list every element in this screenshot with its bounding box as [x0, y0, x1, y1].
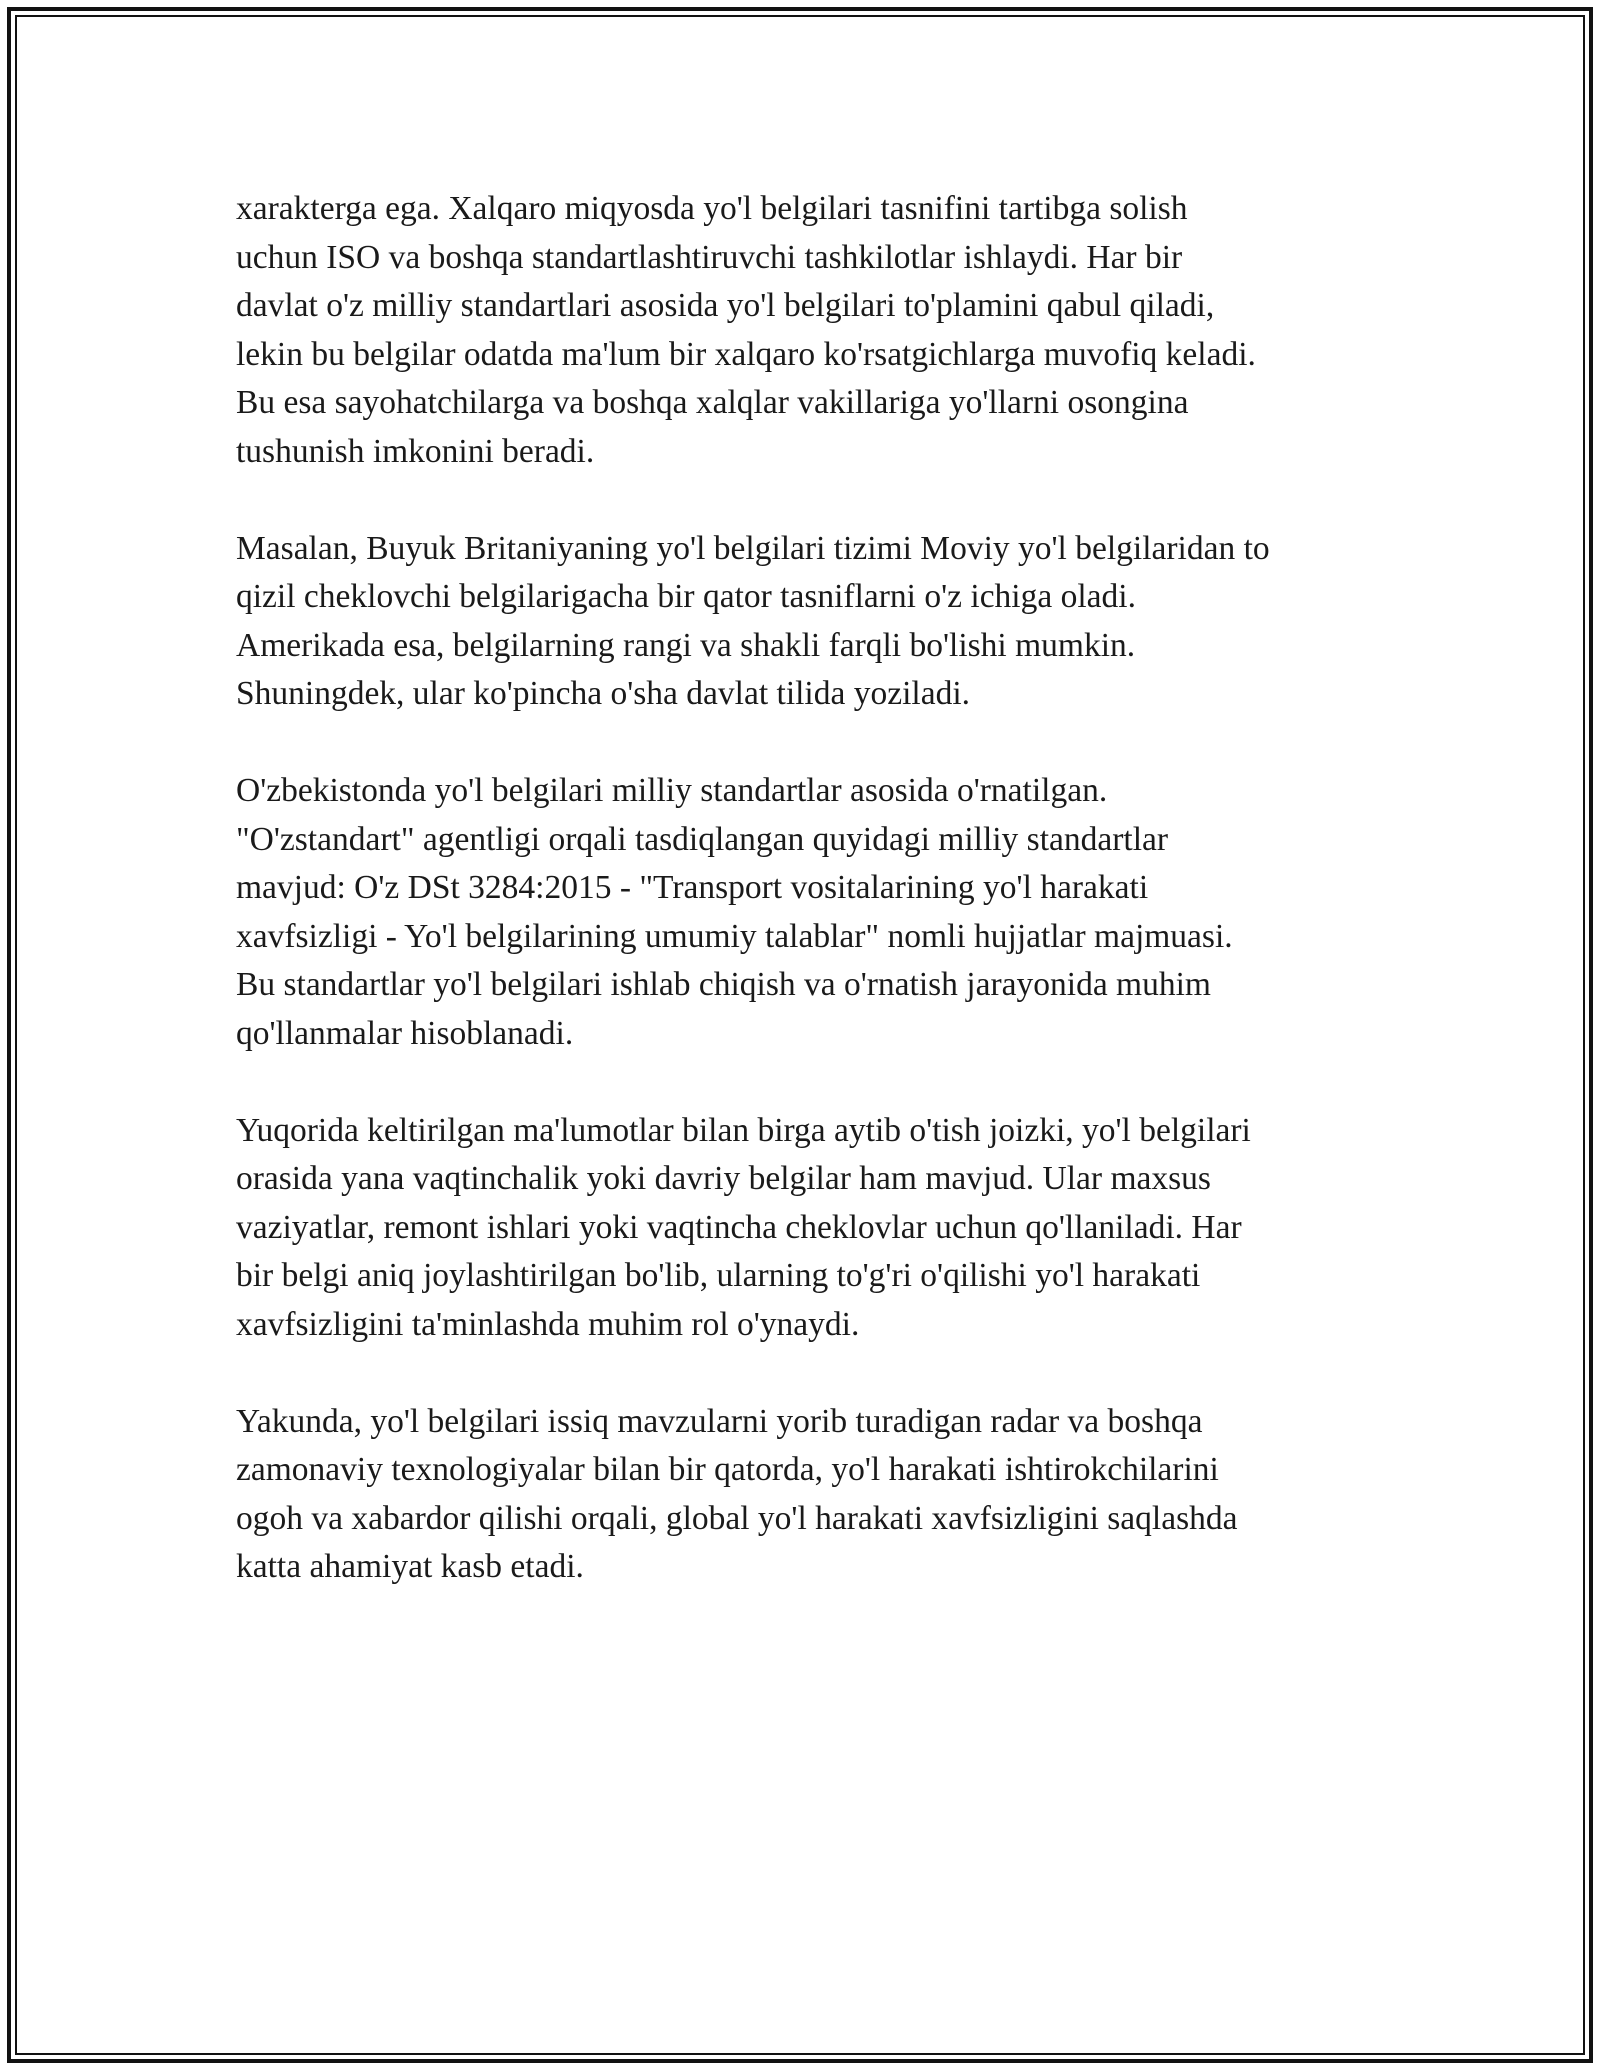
- paragraph: Masalan, Buyuk Britaniyaning yo'l belgilari tizimi Moviy yo'l belgilaridan to qizil cheklovchi belgilarigacha bir qator tasniflarni o'z ichiga oladi. Amerikada esa, belgilarning rangi va shakli farqli bo'lishi mumkin. Shuningdek, ular ko'pincha o'sha davlat tilida yoziladi.: [236, 529, 1270, 712]
- paragraph: Yakunda, yo'l belgilari issiq mavzularni yorib turadigan radar va boshqa zamonaviy texnologiyalar bilan bir qatorda, yo'l harakati ishtirokchilarini ogoh va xabardor qilishi orqali, global yo'l harakati xavfsizligini saqlashda katta ahamiyat kasb etadi.: [236, 1402, 1238, 1585]
- paragraph: Yuqorida keltirilgan ma'lumotlar bilan birga aytib o'tish joizki, yo'l belgilari orasida yana vaqtinchalik yoki davriy belgilar ham mavjud. Ular maxsus vaziyatlar, remont ishlari yoki vaqtincha cheklovlar uchun qo'llaniladi. Har bir belgi aniq joylashtirilgan bo'lib, ularning to'g'ri o'qilishi yo'l harakati xavfsizligini ta'minlashda muhim rol o'ynaydi.: [236, 1111, 1251, 1343]
- document-body: [236, 185, 1406, 1640]
- paragraph: O'zbekistonda yo'l belgilari milliy standartlar asosida o'rnatilgan. "O'zstandart" agentligi orqali tasdiqlangan quyidagi milliy standartlar mavjud: O'z DSt 3284:2015 - "Transport vositalarining yo'l harakati xavfsizligi - Yo'l belgilarining umumiy talablar" nomli hujjatlar majmuasi. Bu standartlar yo'l belgilari ishlab chiqish va o'rnatish jarayonida muhim qo'llanmalar hisoblanadi.: [236, 772, 1233, 1052]
- paragraph: xarakterga ega. Xalqaro miqyosda yo'l belgilari tasnifini tartibga solish uchun ISO va boshqa standartlashtiruvchi tashkilotlar ishlaydi. Har bir davlat o'z milliy standartlari asosida yo'l belgilari to'plamini qabul qiladi, lekin bu belgilar odatda ma'lum bir xalqaro ko'rsatgichlarga muvofiq keladi. Bu esa sayohatchilarga va boshqa xalqlar vakillariga yo'llarni osongina tushunish imkonini beradi.: [236, 190, 1256, 470]
